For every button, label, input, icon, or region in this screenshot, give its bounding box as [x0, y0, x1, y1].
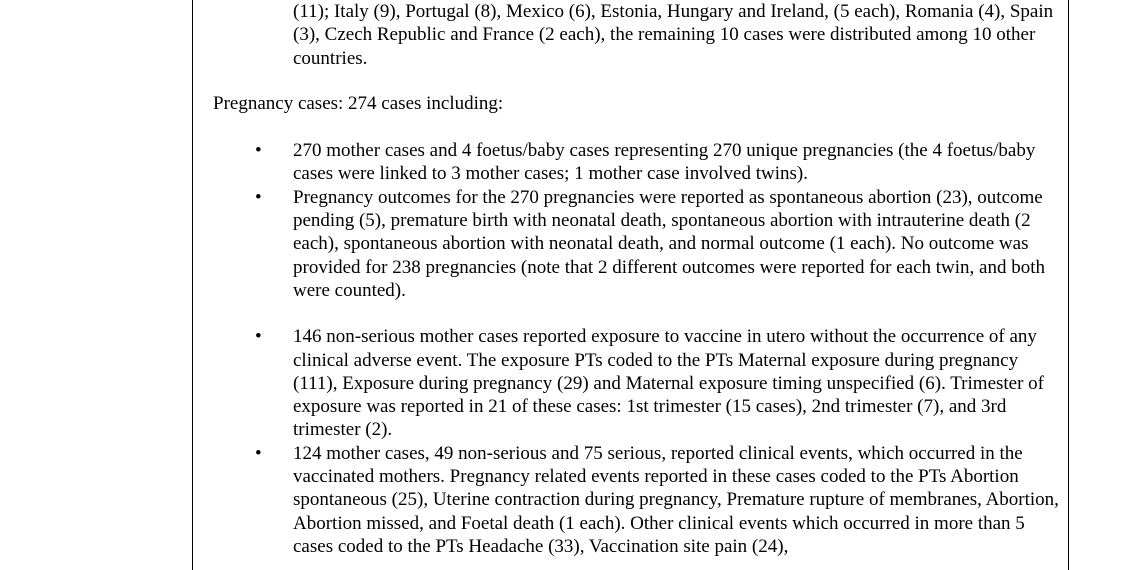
pregnancy-bullets-group-2 — [213, 325, 1063, 558]
list-item-text: 146 non-serious mother cases reported exposure to vaccine in utero without the occurrence of any clinical adverse event. The exposure PTs coded to the PTs Maternal exposure during pregnancy (111), Exposure during pregnancy (29) and Maternal exposure timing unspecified (6). Trimester of exposure was reported in 21 of these cases: 1st trimester (15 cases), 2nd trimester (7), and 3rd trimester (2). — [293, 326, 1045, 441]
list-item — [213, 325, 1063, 441]
document-body — [213, 0, 1063, 558]
bullet-icon: • — [255, 186, 262, 208]
list-item — [213, 139, 1063, 186]
list-item-text: 270 mother cases and 4 foetus/baby cases representing 270 unique pregnancies (the 4 foetus/baby cases were linked to 3 mother cases; 1 mother case involved twins). — [293, 140, 1036, 185]
table-right-column — [1068, 0, 1140, 570]
list-item — [213, 186, 1063, 302]
table-left-column — [0, 0, 193, 570]
list-item — [213, 442, 1063, 558]
list-item-text: Pregnancy outcomes for the 270 pregnancies were reported as spontaneous abortion (23), outcome pending (5), premature birth with neonatal death, spontaneous abortion with intrauterine death (2 each), spontaneous abortion with neonatal death, and normal outcome (1 each). No outcome was provided for 238 pregnancies (note that 2 different outcomes were reported for each twin, and both were counted). — [293, 186, 1045, 301]
pregnancy-cases-heading: Pregnancy cases: 274 cases including: — [213, 92, 504, 114]
list-item-text: 124 mother cases, 49 non-serious and 75 serious, reported clinical events, which occurred in the vaccinated mothers. Pregnancy related events reported in these cases coded to the PTs Abortion spontaneous (25), Uterine contraction during pregnancy, Premature rupture of membranes, Abortion, Abortion missed, and Foetal death (1 each). Other clinical events which occurred in more than 5 cases coded to the PTs Headache (33), Vaccination site pain (24), — [293, 442, 1059, 557]
bullet-icon: • — [255, 326, 262, 348]
bullet-icon: • — [255, 442, 262, 464]
spacer — [213, 302, 1063, 325]
continuation-paragraph: (11); Italy (9), Portugal (8), Mexico (6), Estonia, Hungary and Ireland, (5 each), Romania (4), Spain (3), Czech Republic and France (2 each), the remaining 10 cases were distributed among 10 other countries. — [293, 1, 1054, 69]
bullet-icon: • — [255, 140, 262, 162]
pregnancy-bullets-group-1 — [213, 139, 1063, 302]
